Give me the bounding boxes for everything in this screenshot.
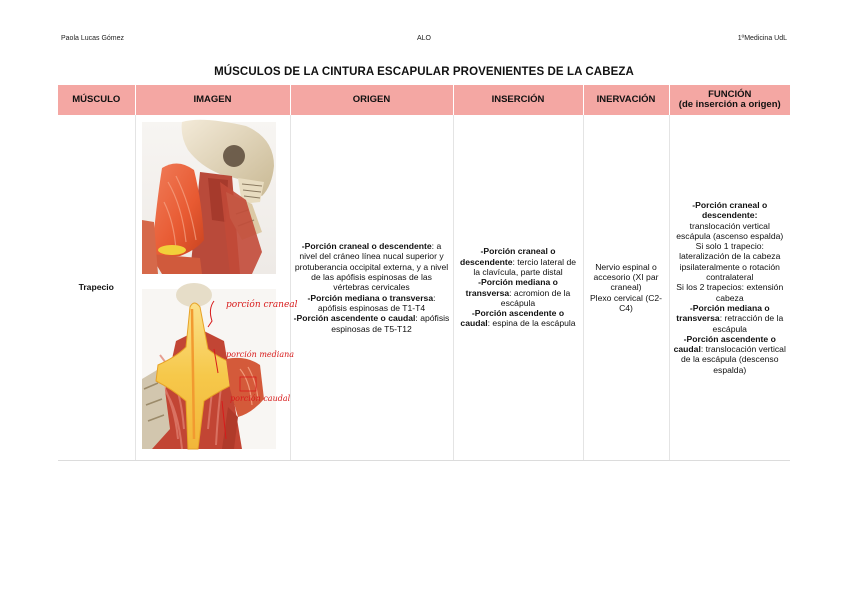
funcion-header-title: FUNCIÓN	[708, 89, 752, 100]
insercion-craneal-label: -Porción craneal o descendente	[459, 246, 556, 267]
trapezius-lateral-illustration	[142, 122, 276, 274]
col-header-musculo: MÚSCULO	[58, 85, 135, 115]
funcion-header-subtitle: (de inserción a origen)	[678, 99, 781, 110]
inervacion-nervio: Nervio espinal o accesorio (XI par craneal)	[593, 261, 659, 293]
header-course: 1ºMedicina UdL	[737, 35, 787, 42]
origen-mediana-text: : apófisis espinosas de T1-T4	[317, 292, 436, 313]
trapezius-posterior-illustration	[142, 289, 298, 449]
table-row	[58, 115, 790, 461]
funcion-caudal-text: : translocación vertical de la escápula (descenso espalda)	[681, 344, 786, 375]
muscles-table	[58, 85, 790, 461]
cell-imagen	[135, 115, 298, 461]
insercion-caudal-label: -Porción ascendente o caudal	[460, 308, 565, 329]
cell-inervacion	[583, 115, 669, 461]
header-subject: ALO	[416, 35, 431, 42]
funcion-uno-trapecio: Si solo 1 trapecio: lateralización de la cabeza ipsilateralmente o rotación contralateral	[679, 241, 781, 283]
insercion-mediana-text: : acromion de la escápula	[500, 287, 571, 308]
funcion-dos-trapecios: Si los 2 trapecios: extensión cabeza	[676, 282, 784, 303]
origen-mediana-label: -Porción mediana o transversa	[307, 292, 434, 303]
insercion-craneal-text: : tercio lateral de la clavícula, parte distal	[473, 256, 577, 277]
header-author: Paola Lucas Gómez	[61, 35, 125, 42]
cell-insercion	[453, 115, 583, 461]
table-header-row	[58, 85, 790, 115]
col-header-funcion	[669, 85, 790, 115]
inervacion-plexo: Plexo cervical (C2-C4)	[589, 292, 663, 313]
insercion-mediana-label: -Porción mediana o transversa	[465, 277, 558, 298]
insercion-caudal-text: : espina de la escápula	[487, 318, 576, 329]
funcion-mediana-label: -Porción mediana o transversa	[676, 302, 770, 324]
cell-origen	[290, 115, 453, 461]
annotation-porcion-craneal: porción craneal	[225, 300, 298, 310]
cell-musculo: Trapecio	[58, 115, 135, 461]
col-header-insercion: INSERCIÓN	[453, 85, 583, 115]
origen-craneal-label: -Porción craneal o descendente	[301, 241, 432, 252]
col-header-imagen: IMAGEN	[135, 85, 290, 115]
origen-caudal-text: : apófisis espinosas de T5-T12	[331, 313, 450, 334]
funcion-caudal-label: -Porción ascendente o caudal	[673, 333, 776, 355]
origen-craneal-text: : a nivel del cráneo línea nucal superior y protuberancia occipital externa, y a nivel de las apófisis espinosas de las vértebras cervicales	[294, 241, 449, 293]
page-title: MÚSCULOS DE LA CINTURA ESCAPULAR PROVENIENTES DE LA CABEZA	[214, 66, 634, 78]
col-header-origen: ORIGEN	[290, 85, 453, 115]
origen-caudal-label: -Porción ascendente o caudal	[293, 313, 416, 324]
col-header-inervacion: INERVACIÓN	[583, 85, 669, 115]
funcion-craneal-label: -Porción craneal o descendente	[692, 199, 768, 221]
annotation-porcion-caudal: porción caudal	[229, 394, 290, 403]
funcion-craneal-text: translocación vertical escápula (ascenso espalda)	[676, 220, 784, 241]
annotation-porcion-mediana: porción mediana	[225, 350, 294, 359]
cell-funcion: -Porción craneal o descendente: translocación vertical escápula (ascenso espalda) Si solo 1 trapecio: lateralización de la cabeza ipsilateralmente o rotación contralateral Si los 2 trapecios: extensión cabeza -Porción mediana o transversa: retracción de la escápula -Porción ascendente o caudal: translocación vertical de la escápula (descenso espalda)	[669, 115, 790, 461]
funcion-mediana-text: : retracción de la escápula	[712, 313, 784, 334]
